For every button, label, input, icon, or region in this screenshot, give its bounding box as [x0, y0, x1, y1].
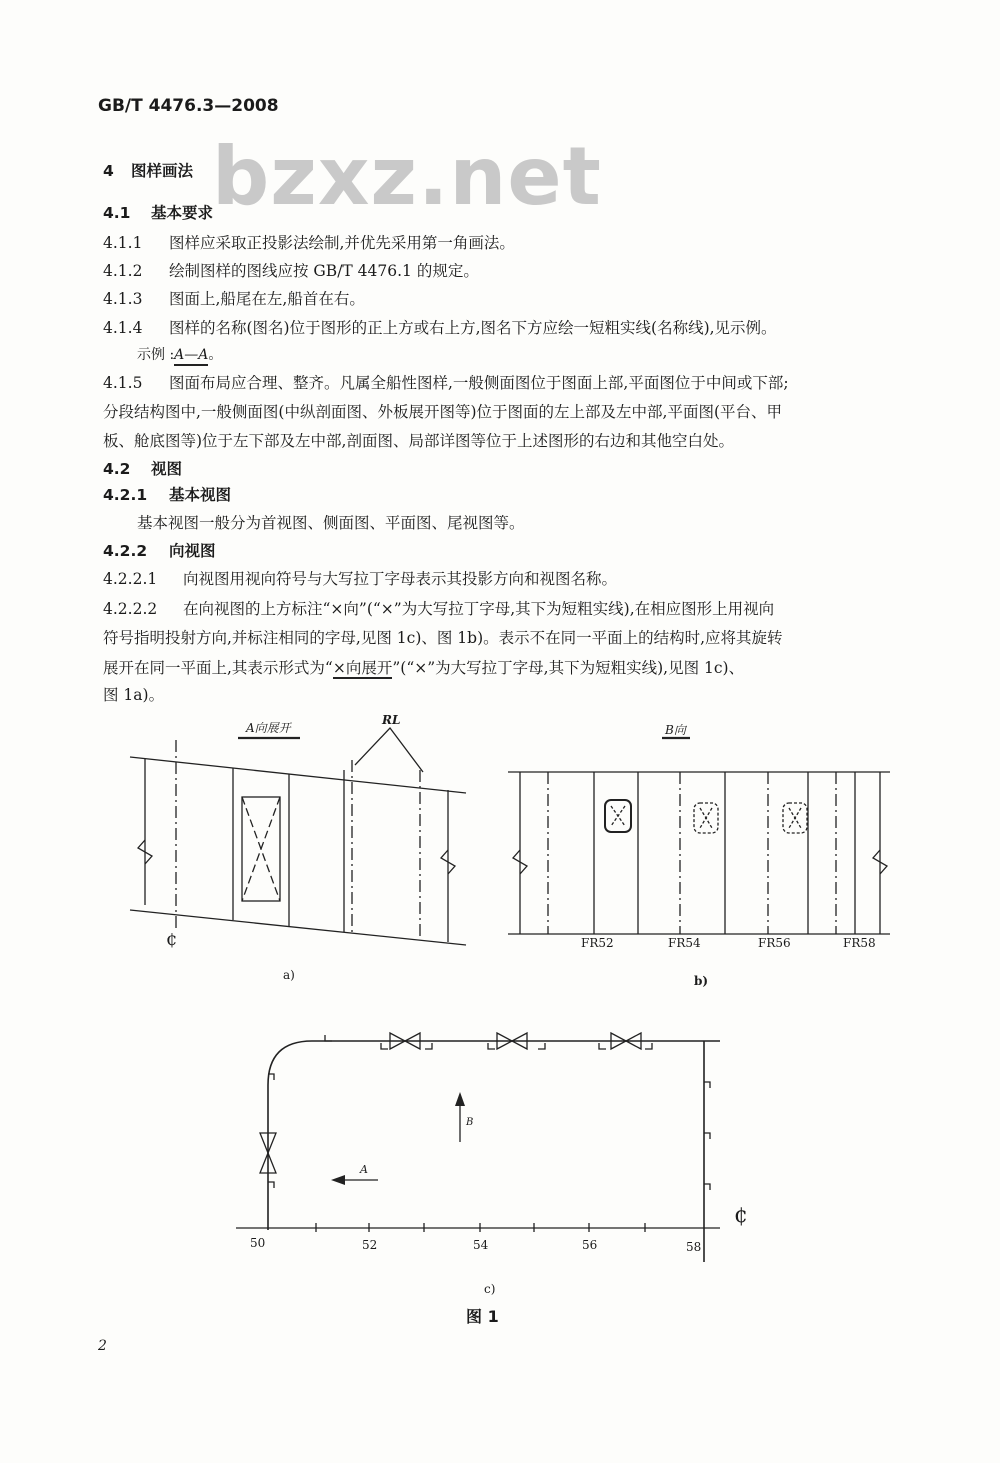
- section-title: 图样画法: [131, 162, 194, 180]
- stiffener-mark: [704, 1133, 710, 1139]
- stiffener-mark: [704, 1184, 710, 1190]
- frame-tick-54: 54: [473, 1238, 489, 1252]
- section-title: 基本视图: [169, 486, 232, 504]
- clause-number: 4.1.3: [103, 290, 143, 308]
- centerline-symbol: ¢: [166, 929, 178, 950]
- clause-4-2-2-2-line4: 图 1a)。: [103, 686, 165, 704]
- clause-text-line1: 图面布局应合理、整齐。凡属全船性图样,一般侧面图位于图面上部,平面图位于中间或下部;: [169, 374, 789, 392]
- stiffener-mark: [704, 1082, 710, 1088]
- clause-4-2-2-2-line2: 符号指明投射方向,并标注相同的字母,见图 1c)、图 1b)。表示不在同一平面上的结构时,应将其旋转: [103, 629, 783, 647]
- figure-b-caption: b): [694, 974, 709, 988]
- figure-title: 图 1: [466, 1307, 499, 1326]
- view-label-a: A: [360, 1163, 368, 1176]
- arrow-a-head: [331, 1175, 345, 1185]
- stiffener-mark: [381, 1043, 388, 1049]
- figure-a-title: A向展开: [246, 721, 291, 735]
- clause-number: 4.1.5: [103, 374, 143, 392]
- clause-4-1-5-line2: 分段结构图中,一般侧面图(中纵剖面图、外板展开图等)位于图面的左上部及左中部,平面图(平台、甲: [103, 403, 782, 421]
- figure-a-caption: a): [283, 968, 295, 982]
- example-label: 示例 :: [137, 347, 175, 363]
- figure-b-title: B向: [665, 723, 686, 737]
- section-number: 4.2.1: [103, 486, 148, 504]
- arrow-b-head: [455, 1092, 465, 1106]
- clause-4-2-1-text: 基本视图一般分为首视图、侧面图、平面图、尾视图等。: [137, 514, 525, 532]
- clause-number: 4.1.4: [103, 319, 143, 337]
- view-label-b: B: [466, 1117, 474, 1128]
- stiffener-mark: [325, 1035, 332, 1041]
- stiffener-mark: [425, 1043, 432, 1049]
- section-title: 向视图: [169, 542, 216, 560]
- frame-tick-52: 52: [362, 1238, 378, 1252]
- clause-text: 绘制图样的图线应按 GB/T 4476.1 的规定。: [169, 262, 479, 280]
- frame-label-fr56: FR56: [758, 936, 791, 950]
- frame-label-fr52: FR52: [581, 936, 614, 950]
- section-title: 视图: [151, 460, 183, 478]
- underlined-term: ×向展开: [332, 659, 393, 677]
- clause-number: 4.2.2.1: [103, 570, 158, 588]
- frame-label-fr54: FR54: [668, 936, 701, 950]
- section-outline: [268, 1041, 720, 1230]
- clause-number: 4.2.2.2: [103, 600, 158, 618]
- page-number: 2: [98, 1338, 107, 1354]
- stiffener-mark: [645, 1043, 652, 1049]
- clause-number: 4.1.1: [103, 234, 143, 252]
- clause-text: ”(“×”为大写拉丁字母,其下为短粗实线),见图 1c)、: [392, 659, 745, 677]
- section-number: 4: [103, 162, 114, 180]
- stiffener-mark: [268, 1182, 274, 1188]
- example-value: A—A: [174, 347, 208, 366]
- clause-number: 4.1.2: [103, 262, 143, 280]
- clause-text-line1: 在向视图的上方标注“×向”(“×”为大写拉丁字母,其下为短粗实线),在相应图形上用视向: [183, 600, 775, 618]
- clause-4-1-5-line3: 板、舱底图等)位于左下部及左中部,剖面图、局部详图等位于上述图形的右边和其他空白处。: [103, 432, 734, 450]
- clause-text: 图面上,船尾在左,船首在右。: [169, 290, 365, 308]
- section-number: 4.2.2: [103, 542, 148, 560]
- clause-text: 图样的名称(图名)位于图形的正上方或右上方,图名下方应绘一短粗实线(名称线),见示例。: [169, 319, 777, 337]
- section-number: 4.2: [103, 460, 131, 478]
- clause-text: 图样应采取正投影法绘制,并优先采用第一角画法。: [169, 234, 515, 252]
- frame-tick-50: 50: [250, 1236, 266, 1250]
- example-tail: 。: [208, 347, 223, 363]
- stiffener-mark: [488, 1043, 495, 1049]
- section-number: 4.1: [103, 204, 131, 222]
- stiffener-mark: [538, 1043, 545, 1049]
- document-code: GB/T 4476.3—2008: [98, 96, 279, 116]
- frame-tick-58: 58: [686, 1240, 702, 1254]
- frame-tick-56: 56: [582, 1238, 598, 1252]
- watermark: bzxz.net: [212, 130, 602, 223]
- clause-text: 向视图用视向符号与大写拉丁字母表示其投影方向和视图名称。: [183, 570, 618, 588]
- stiffener-mark: [599, 1043, 606, 1049]
- rl-label: RL: [382, 713, 401, 727]
- frame-label-fr58: FR58: [843, 936, 876, 950]
- clause-text: 展开在同一平面上,其表示形式为“: [103, 659, 333, 677]
- section-title: 基本要求: [151, 204, 214, 222]
- centerline-symbol-c: ¢: [734, 1203, 748, 1228]
- figure-c-caption: c): [484, 1282, 496, 1296]
